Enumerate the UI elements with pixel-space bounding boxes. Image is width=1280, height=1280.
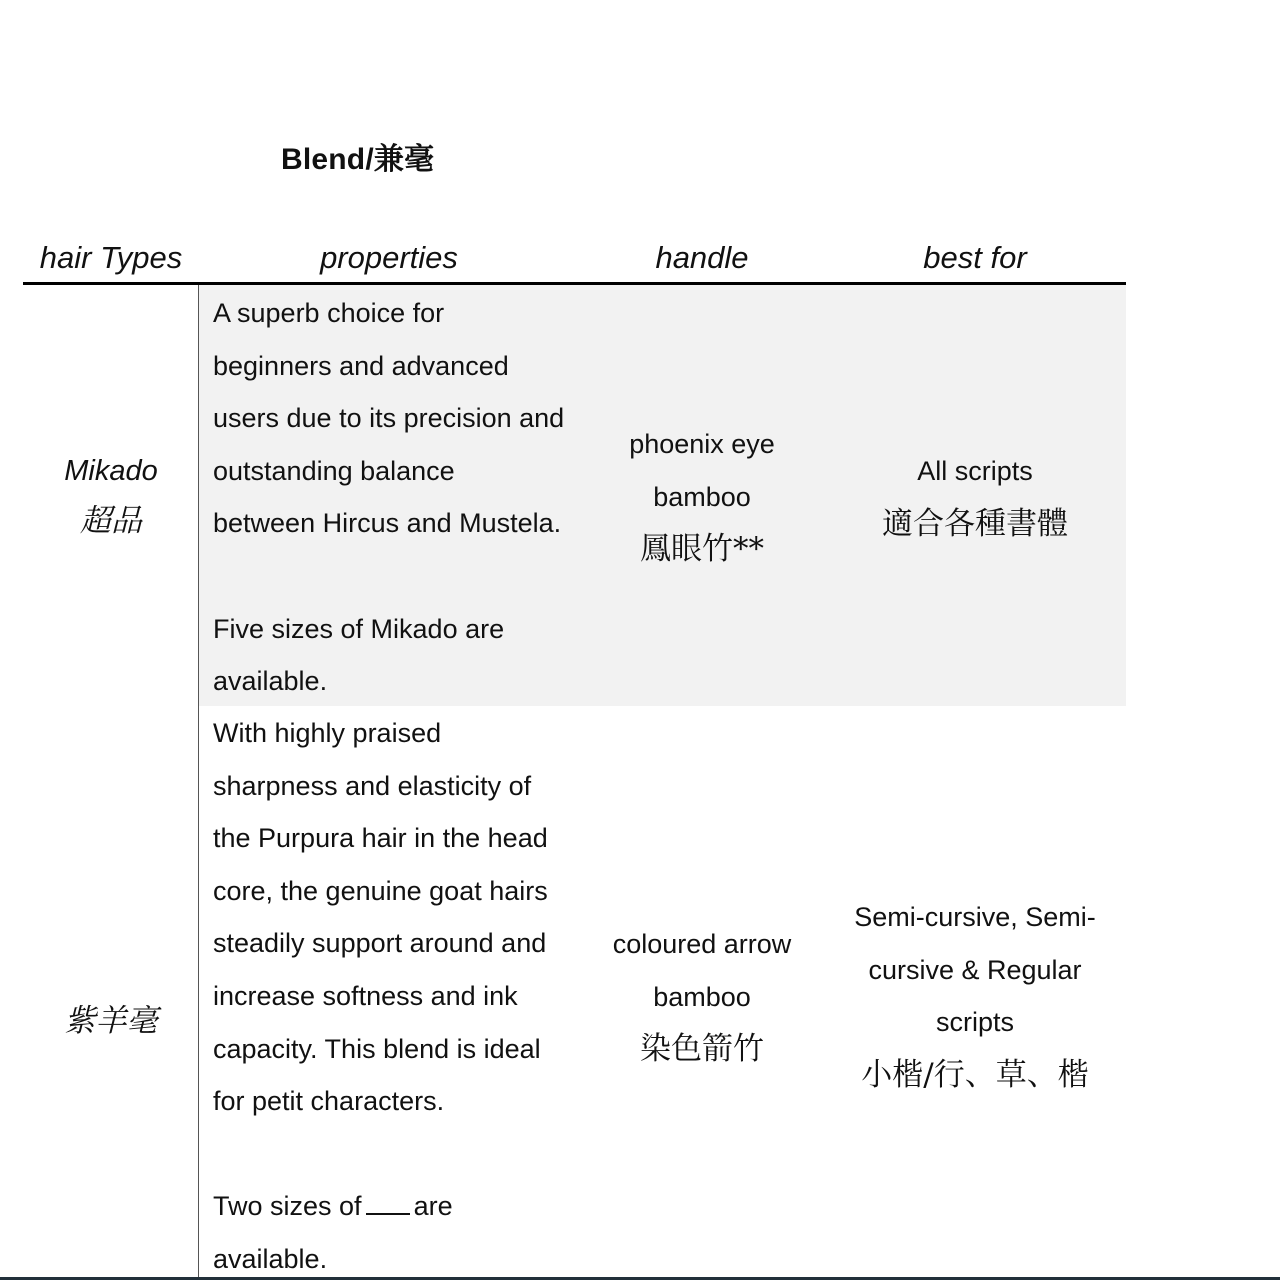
- properties-line: steadily support around and: [213, 928, 547, 959]
- table-row-2-properties: [213, 707, 603, 1280]
- properties-line: outstanding balance: [213, 455, 455, 486]
- header-best-for: best for: [923, 240, 1027, 275]
- handle-zh: 鳳眼竹**: [640, 531, 764, 568]
- properties-note-line: available.: [213, 666, 328, 697]
- properties-line: the Purpura hair in the head: [213, 823, 548, 854]
- table-row-1-best-for: [882, 445, 1068, 550]
- handle-line: phoenix eye: [629, 429, 775, 459]
- properties-line: beginners and advanced: [213, 350, 509, 381]
- note-prefix: Two sizes of: [213, 1191, 362, 1222]
- properties-note-line: available.: [213, 1243, 328, 1274]
- hair-type-en: Mikado: [64, 455, 158, 487]
- best-for-line: Semi-cursive, Semi-: [854, 902, 1096, 932]
- properties-line: users due to its precision and: [213, 403, 565, 434]
- properties-line: With highly praised: [213, 718, 442, 748]
- hair-type-zh: 紫羊毫: [64, 1003, 158, 1039]
- table-row-1-handle: [629, 418, 775, 576]
- best-for-zh: 小楷/行、草、楷: [861, 1056, 1089, 1093]
- properties-line: A superb choice for: [213, 298, 445, 328]
- page-title: Blend/兼毫: [281, 143, 435, 176]
- table-row-1-properties: [213, 287, 603, 708]
- note-suffix: are: [413, 1191, 453, 1222]
- properties-line: for petit characters.: [213, 1086, 445, 1117]
- handle-line: bamboo: [653, 481, 751, 512]
- table-row-2-best-for: [854, 891, 1096, 1101]
- header-handle: handle: [655, 240, 749, 275]
- column-divider: [198, 285, 199, 1280]
- hair-type-zh: 超品: [80, 503, 142, 539]
- header-properties: properties: [320, 240, 458, 275]
- properties-line: between Hircus and Mustela.: [213, 508, 562, 539]
- properties-line: capacity. This blend is ideal: [213, 1033, 541, 1064]
- best-for-line: All scripts: [917, 456, 1033, 486]
- best-for-line: scripts: [935, 1007, 1015, 1038]
- properties-note-line: [213, 1180, 603, 1233]
- table-row-2-handle: [613, 918, 792, 1076]
- blank-line: [366, 1191, 410, 1215]
- paragraph-gap: [213, 1128, 603, 1181]
- header-hair-types: hair Types: [39, 240, 183, 275]
- handle-zh: 染色箭竹: [640, 1031, 764, 1068]
- handle-line: coloured arrow: [612, 929, 792, 959]
- properties-line: core, the genuine goat hairs: [213, 875, 548, 906]
- properties-note-line: Five sizes of Mikado are: [213, 613, 505, 644]
- properties-line: increase softness and ink: [213, 980, 518, 1011]
- properties-line: sharpness and elasticity of: [213, 770, 532, 801]
- paragraph-gap: [213, 550, 603, 603]
- table-row-1-hair-type: [64, 446, 158, 546]
- table-row-2-hair-type: [65, 996, 158, 1046]
- best-for-line: cursive & Regular: [868, 954, 1082, 985]
- handle-line: bamboo: [653, 981, 751, 1012]
- best-for-zh: 適合各種書體: [882, 505, 1068, 542]
